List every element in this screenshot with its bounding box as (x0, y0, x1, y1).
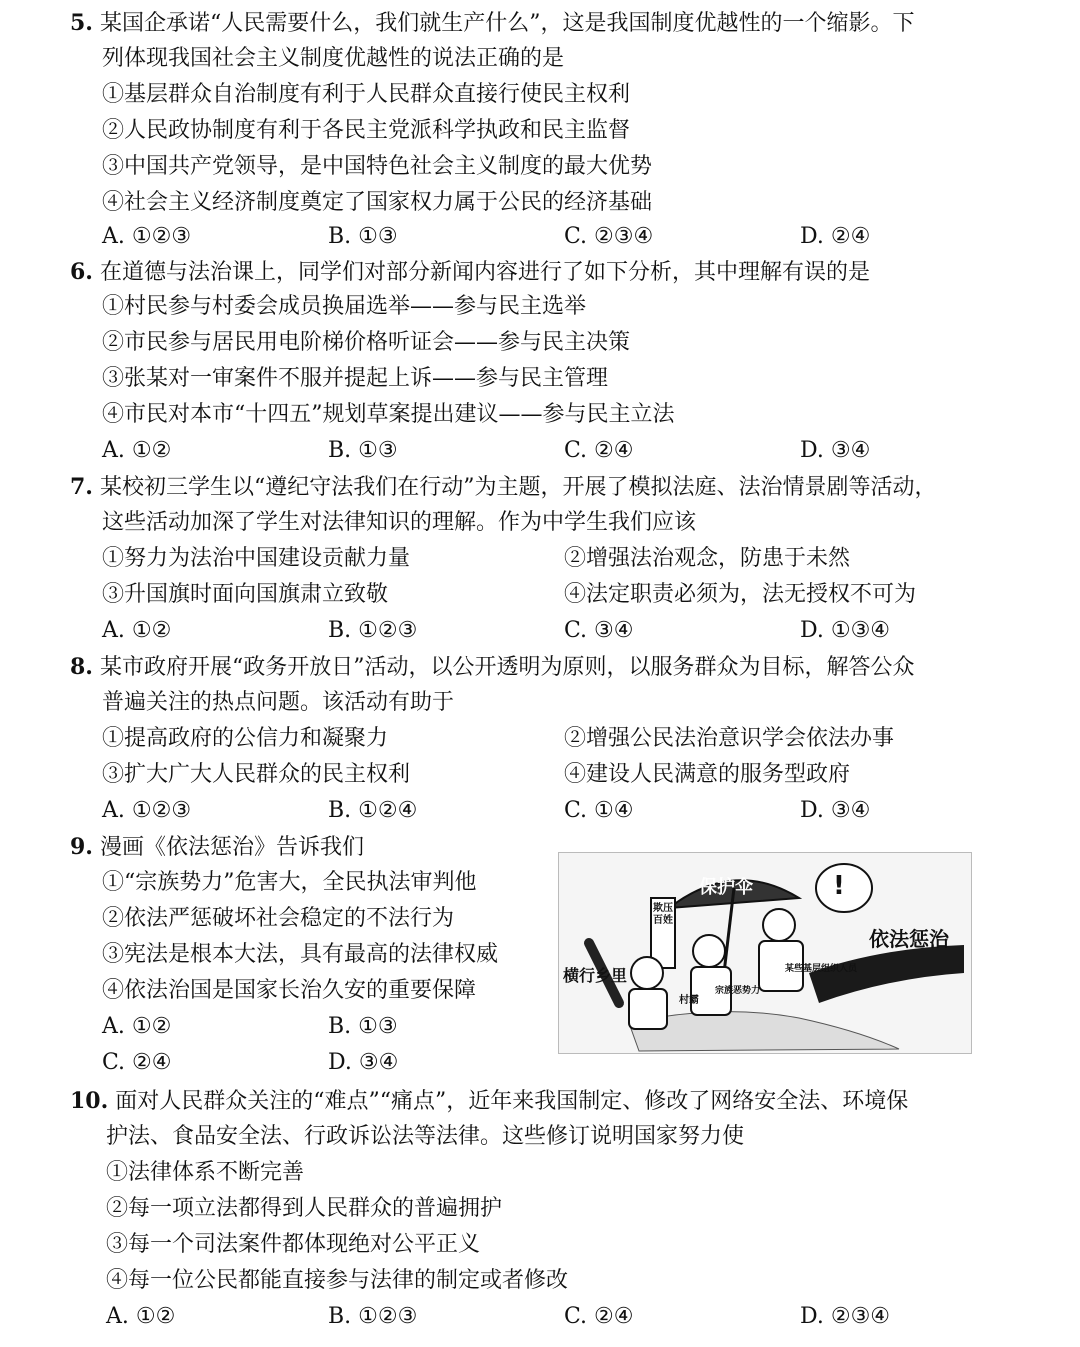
cartoon-exclaim: ! (833, 871, 845, 901)
cartoon-label-umbrella: 保护伞 (699, 877, 753, 898)
q9-number: 9. (70, 834, 93, 860)
cartoon-label-bully: 欺压百姓 (653, 903, 673, 926)
q10-option-b: B. ①②③ (328, 1304, 418, 1329)
q8-statement-4: ④建设人民满意的服务型政府 (564, 762, 851, 787)
q9-stem-text-1: 漫画《依法惩治》告诉我们 (99, 835, 364, 860)
cartoon-drawing (559, 853, 971, 1053)
q5-number: 5. (70, 10, 93, 36)
cartoon-label-villain: 村霸 (679, 995, 699, 1006)
q6-option-d: D. ③④ (800, 438, 871, 463)
q10-number: 10. (70, 1088, 109, 1114)
q7-stem-text-1: 某校初三学生以“遵纪守法我们在行动”为主题，开展了模拟法庭、法治情景剧等活动， (99, 475, 937, 500)
cartoon-label-rampant: 横行乡里 (563, 966, 628, 985)
q7-option-d: D. ①③④ (800, 618, 891, 643)
q6-option-a: A. ①② (102, 438, 172, 463)
q6-statement-3: ③张某对一审案件不服并提起上诉——参与民主管理 (102, 366, 609, 391)
q5-option-a: A. ①②③ (102, 224, 192, 249)
q7-statement-2: ②增强法治观念，防患于未然 (564, 546, 851, 571)
q9-option-a: A. ①② (102, 1014, 172, 1039)
q6-stem-text-1: 在道德与法治课上，同学们对部分新闻内容进行了如下分析，其中理解有误的是 (99, 260, 870, 285)
q8-option-c: C. ①④ (564, 798, 634, 823)
q7-option-c: C. ③④ (564, 618, 634, 643)
q5-option-b: B. ①③ (328, 224, 398, 249)
q6-statement-1: ①村民参与村委会成员换届选举——参与民主选举 (102, 294, 587, 319)
q7-option-a: A. ①② (102, 618, 172, 643)
q5-statement-3: ③中国共产党领导，是中国特色社会主义制度的最大优势 (102, 154, 653, 179)
q6-option-c: C. ②④ (564, 438, 634, 463)
q10-stem-line-2: 护法、食品安全法、行政诉讼法等法律。这些修订说明国家努力使 (106, 1124, 745, 1149)
q10-stem-text-1: 面对人民群众关注的“难点”“痛点”，近年来我国制定、修改了网络安全法、环境保 (115, 1089, 909, 1114)
q10-stem-line-1 (70, 1086, 908, 1117)
q6-number: 6. (70, 259, 93, 285)
cartoon-illustration (558, 852, 972, 1054)
q7-statement-1: ①努力为法治中国建设贡献力量 (102, 546, 411, 571)
q5-statement-2: ②人民政协制度有利于各民主党派科学执政和民主监督 (102, 118, 631, 143)
q8-stem-text-1: 某市政府开展“政务开放日”活动，以公开透明为原则，以服务群众为目标，解答公众 (99, 655, 915, 680)
q5-statement-1: ①基层群众自治制度有利于人民群众直接行使民主权利 (102, 82, 631, 107)
q5-option-d: D. ②④ (800, 224, 871, 249)
q9-statement-3: ③宪法是根本大法，具有最高的法律权威 (102, 942, 499, 967)
q9-option-c: C. ②④ (102, 1050, 172, 1075)
q7-stem-line-2: 这些活动加深了学生对法律知识的理解。作为中学生我们应该 (102, 510, 697, 535)
q8-stem-line-2: 普遍关注的热点问题。该活动有助于 (102, 690, 455, 715)
q8-number: 8. (70, 654, 93, 680)
q5-option-c: C. ②③④ (564, 224, 654, 249)
q8-statement-1: ①提高政府的公信力和凝聚力 (102, 726, 389, 751)
q10-statement-4: ④每一位公民都能直接参与法律的制定或者修改 (106, 1268, 569, 1293)
q7-statement-4: ④法定职责必须为，法无授权不可为 (564, 582, 917, 607)
q6-statement-4: ④市民对本市“十四五”规划草案提出建议——参与民主立法 (102, 402, 675, 427)
q8-stem-line-1 (70, 652, 914, 683)
brush-stroke (809, 945, 964, 1003)
q8-option-a: A. ①②③ (102, 798, 192, 823)
q10-option-a: A. ①② (106, 1304, 176, 1329)
q7-statement-3: ③升国旗时面向国旗肃立致敬 (102, 582, 389, 607)
q8-statement-2: ②增强公民法治意识学会依法办事 (564, 726, 895, 751)
q5-stem-text-1: 某国企承诺“人民需要什么，我们就生产什么”，这是我国制度优越性的一个缩影。下 (99, 11, 915, 36)
q10-statement-3: ③每一个司法案件都体现绝对公平正义 (106, 1232, 481, 1257)
q5-statement-4: ④社会主义经济制度奠定了国家权力属于公民的经济基础 (102, 190, 653, 215)
q7-option-b: B. ①②③ (328, 618, 418, 643)
q6-option-b: B. ①③ (328, 438, 398, 463)
q8-option-b: B. ①②④ (328, 798, 418, 823)
q9-statement-4: ④依法治国是国家长治久安的重要保障 (102, 978, 477, 1003)
q10-statement-1: ①法律体系不断完善 (106, 1160, 305, 1185)
q8-statement-3: ③扩大广大人民群众的民主权利 (102, 762, 411, 787)
q9-option-b: B. ①③ (328, 1014, 398, 1039)
q10-option-c: C. ②④ (564, 1304, 634, 1329)
q10-option-d: D. ②③④ (800, 1304, 891, 1329)
cartoon-label-officials: 某些基层组织人员 (785, 964, 858, 974)
q7-number: 7. (70, 474, 93, 500)
cartoon-label-clan: 宗族恶势力 (715, 986, 761, 996)
q6-stem-line-1 (70, 257, 870, 288)
q9-option-d: D. ③④ (328, 1050, 399, 1075)
q5-stem-line-1 (70, 8, 914, 39)
q6-statement-2: ②市民参与居民用电阶梯价格听证会——参与民主决策 (102, 330, 631, 355)
q7-stem-line-1 (70, 472, 936, 503)
q9-statement-2: ②依法严惩破坏社会稳定的不法行为 (102, 906, 455, 931)
q9-statement-1: ①“宗族势力”危害大，全民执法审判他 (102, 870, 477, 895)
q10-statement-2: ②每一项立法都得到人民群众的普遍拥护 (106, 1196, 503, 1221)
q5-stem-line-2: 列体现我国社会主义制度优越性的说法正确的是 (102, 46, 565, 71)
q9-stem-line-1 (70, 832, 364, 863)
cartoon-title: 依法惩治 (869, 927, 949, 951)
q8-option-d: D. ③④ (800, 798, 871, 823)
